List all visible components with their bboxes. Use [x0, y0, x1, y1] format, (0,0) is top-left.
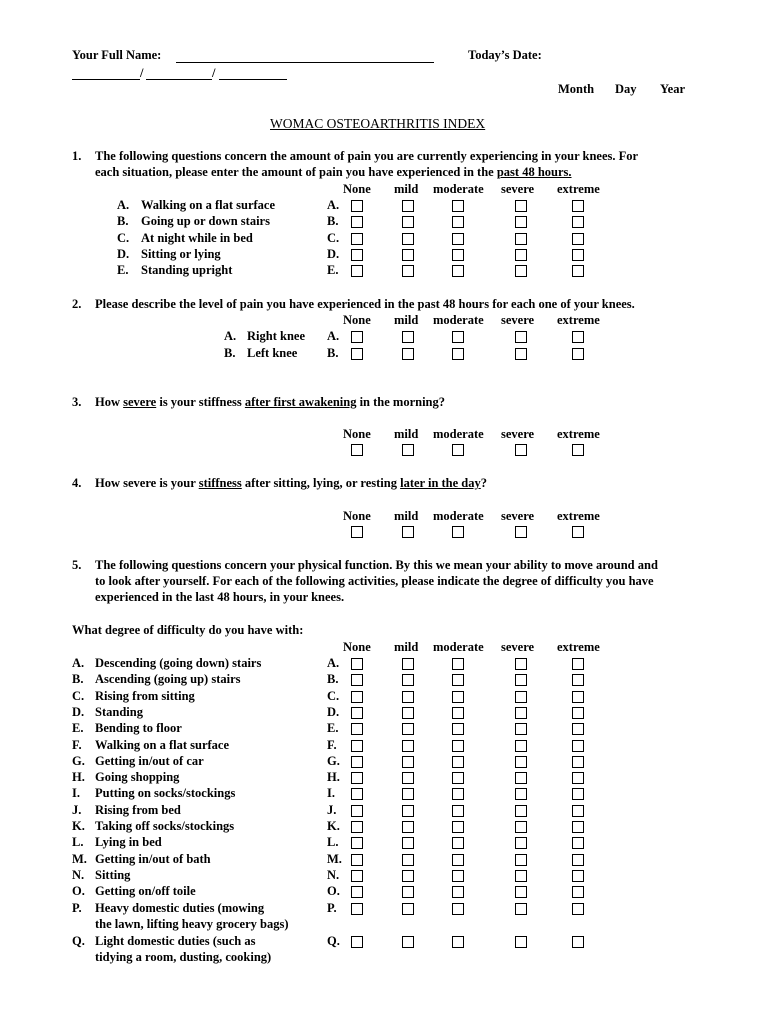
- item-lying-in-bed-checkbox-moderate[interactable]: [452, 837, 464, 849]
- item-label-getting-in-out-of-car: Getting in/out of car: [95, 753, 204, 768]
- item-sitting-or-lying-checkbox-moderate[interactable]: [452, 249, 464, 261]
- date-label: Today’s Date:: [468, 48, 542, 62]
- item-descending-going-down-stairs-checkbox-severe[interactable]: [515, 658, 527, 670]
- scale-label-extreme: extreme: [557, 182, 600, 196]
- date-slash: /: [212, 66, 216, 80]
- item-standing-checkbox-none[interactable]: [351, 707, 363, 719]
- scale-label-extreme: extreme: [557, 640, 600, 654]
- item-at-night-while-in-bed-checkbox-severe[interactable]: [515, 233, 527, 245]
- scale-label-severe: severe: [501, 640, 535, 654]
- item-code: F.: [327, 737, 337, 752]
- item-walking-on-a-flat-surface-checkbox-extreme[interactable]: [572, 740, 584, 752]
- item-sitting-checkbox-severe[interactable]: [515, 870, 527, 882]
- item-letter: L.: [72, 835, 84, 850]
- scale-label-moderate: moderate: [433, 640, 484, 654]
- item-getting-in-out-of-bath-checkbox-extreme[interactable]: [572, 854, 584, 866]
- item-letter: B.: [224, 345, 236, 360]
- question-text: The following questions concern the amount of pain you are currently experiencing in your knees. For: [95, 149, 639, 163]
- item-going-shopping-checkbox-extreme[interactable]: [572, 772, 584, 784]
- item-code: K.: [327, 819, 340, 833]
- q4-checkbox-none[interactable]: [351, 526, 363, 538]
- item-getting-in-out-of-car-checkbox-extreme[interactable]: [572, 756, 584, 768]
- item-getting-on-off-toile-checkbox-mild[interactable]: [402, 886, 414, 898]
- item-rising-from-bed-checkbox-severe[interactable]: [515, 805, 527, 817]
- item-right-knee-checkbox-moderate[interactable]: [452, 331, 464, 343]
- item-label-right-knee: Right knee: [247, 329, 305, 343]
- item-light-domestic-duties-such-as-checkbox-mild[interactable]: [402, 936, 414, 948]
- year-caption: Year: [660, 82, 685, 96]
- scale-label-mild: mild: [394, 509, 419, 523]
- item-walking-on-a-flat-surface-checkbox-mild[interactable]: [402, 200, 414, 212]
- item-left-knee-checkbox-moderate[interactable]: [452, 348, 464, 360]
- item-sitting-checkbox-extreme[interactable]: [572, 870, 584, 882]
- item-right-knee-checkbox-none[interactable]: [351, 331, 363, 343]
- item-rising-from-bed-checkbox-moderate[interactable]: [452, 805, 464, 817]
- item-putting-on-socks-stockings-checkbox-none[interactable]: [351, 788, 363, 800]
- item-letter: P.: [72, 900, 82, 915]
- question-text-part: each situation, please enter the amount of pain you have experienced in the: [95, 165, 497, 179]
- item-ascending-going-up-stairs-checkbox-moderate[interactable]: [452, 674, 464, 686]
- item-rising-from-sitting-checkbox-severe[interactable]: [515, 691, 527, 703]
- item-standing-upright-checkbox-mild[interactable]: [402, 265, 414, 277]
- item-at-night-while-in-bed-checkbox-extreme[interactable]: [572, 233, 584, 245]
- item-letter: E.: [72, 721, 84, 736]
- item-putting-on-socks-stockings-checkbox-mild[interactable]: [402, 788, 414, 800]
- item-taking-off-socks-stockings-checkbox-extreme[interactable]: [572, 821, 584, 833]
- scale-label-none: None: [343, 509, 371, 523]
- scale-label-extreme: extreme: [557, 509, 600, 523]
- item-lying-in-bed-checkbox-mild[interactable]: [402, 837, 414, 849]
- item-letter: K.: [72, 819, 85, 833]
- item-label-sitting: Sitting: [95, 867, 131, 882]
- question-text-part: How severe is your: [95, 476, 199, 490]
- item-going-shopping-checkbox-none[interactable]: [351, 772, 363, 784]
- item-going-up-or-down-stairs-checkbox-moderate[interactable]: [452, 216, 464, 228]
- item-getting-in-out-of-car-checkbox-severe[interactable]: [515, 756, 527, 768]
- item-left-knee-checkbox-none[interactable]: [351, 348, 363, 360]
- item-light-domestic-duties-such-as-checkbox-severe[interactable]: [515, 936, 527, 948]
- item-taking-off-socks-stockings-checkbox-moderate[interactable]: [452, 821, 464, 833]
- item-getting-in-out-of-bath-checkbox-none[interactable]: [351, 854, 363, 866]
- question-text: [95, 395, 445, 410]
- item-getting-on-off-toile-checkbox-none[interactable]: [351, 886, 363, 898]
- item-getting-on-off-toile-checkbox-extreme[interactable]: [572, 886, 584, 898]
- item-bending-to-floor-checkbox-severe[interactable]: [515, 723, 527, 735]
- item-label-continued: tidying a room, dusting, cooking): [95, 950, 272, 964]
- item-descending-going-down-stairs-checkbox-extreme[interactable]: [572, 658, 584, 670]
- item-label-standing: Standing: [95, 704, 143, 719]
- item-walking-on-a-flat-surface-checkbox-none[interactable]: [351, 200, 363, 212]
- item-standing-checkbox-mild[interactable]: [402, 707, 414, 719]
- item-label-ascending-going-up-stairs: Ascending (going up) stairs: [95, 672, 241, 687]
- item-label-at-night-while-in-bed: At night while in bed: [141, 230, 253, 245]
- question-number: 3.: [72, 395, 82, 409]
- q3-checkbox-moderate[interactable]: [452, 444, 464, 456]
- item-bending-to-floor-checkbox-none[interactable]: [351, 723, 363, 735]
- scale-label-moderate: moderate: [433, 427, 484, 441]
- item-label-walking-on-a-flat-surface: Walking on a flat surface: [141, 198, 276, 212]
- item-putting-on-socks-stockings-checkbox-moderate[interactable]: [452, 788, 464, 800]
- item-standing-checkbox-extreme[interactable]: [572, 707, 584, 719]
- name-label: Your Full Name:: [72, 48, 162, 62]
- item-going-shopping-checkbox-moderate[interactable]: [452, 772, 464, 784]
- item-walking-on-a-flat-surface-checkbox-severe[interactable]: [515, 740, 527, 752]
- item-standing-upright-checkbox-extreme[interactable]: [572, 265, 584, 277]
- question-text-part: after sitting, lying, or resting: [241, 476, 401, 490]
- item-getting-in-out-of-bath-checkbox-severe[interactable]: [515, 854, 527, 866]
- item-ascending-going-up-stairs-checkbox-mild[interactable]: [402, 674, 414, 686]
- item-rising-from-bed-checkbox-extreme[interactable]: [572, 805, 584, 817]
- item-code: C.: [327, 230, 340, 245]
- question-text-part: ?: [480, 476, 488, 490]
- item-label-putting-on-socks-stockings: Putting on socks/stockings: [95, 786, 236, 801]
- item-code: B.: [327, 214, 339, 229]
- item-sitting-or-lying-checkbox-none[interactable]: [351, 249, 363, 261]
- item-at-night-while-in-bed-checkbox-moderate[interactable]: [452, 233, 464, 245]
- item-letter: O.: [72, 884, 85, 899]
- q3-checkbox-severe[interactable]: [515, 444, 527, 456]
- item-label-descending-going-down-stairs: Descending (going down) stairs: [95, 656, 262, 670]
- item-ascending-going-up-stairs-checkbox-none[interactable]: [351, 674, 363, 686]
- item-left-knee-checkbox-mild[interactable]: [402, 348, 414, 360]
- item-at-night-while-in-bed-checkbox-none[interactable]: [351, 233, 363, 245]
- item-standing-upright-checkbox-severe[interactable]: [515, 265, 527, 277]
- question-number: 1.: [72, 149, 82, 163]
- item-label-rising-from-bed: Rising from bed: [95, 802, 181, 817]
- item-code: D.: [327, 704, 340, 719]
- item-letter: C.: [117, 230, 130, 245]
- scale-label-mild: mild: [394, 313, 419, 327]
- question-number: 5.: [72, 558, 82, 572]
- question-text: [95, 165, 572, 180]
- item-letter: I.: [72, 786, 80, 801]
- item-lying-in-bed-checkbox-severe[interactable]: [515, 837, 527, 849]
- q3-checkbox-none[interactable]: [351, 444, 363, 456]
- question-text-emphasis: later in the day: [400, 476, 481, 490]
- item-letter: M.: [72, 851, 87, 866]
- item-code: N.: [327, 867, 340, 882]
- item-rising-from-sitting-checkbox-moderate[interactable]: [452, 691, 464, 703]
- item-putting-on-socks-stockings-checkbox-extreme[interactable]: [572, 788, 584, 800]
- item-letter: A.: [224, 329, 237, 343]
- item-going-shopping-checkbox-mild[interactable]: [402, 772, 414, 784]
- q4-checkbox-severe[interactable]: [515, 526, 527, 538]
- item-code: M.: [327, 851, 342, 866]
- question-text: [95, 476, 487, 491]
- scale-label-none: None: [343, 640, 371, 654]
- item-letter: D.: [72, 704, 85, 719]
- question-text: experienced in the last 48 hours, in your knees.: [95, 590, 345, 604]
- item-label-getting-on-off-toile: Getting on/off toile: [95, 884, 196, 899]
- item-sitting-checkbox-mild[interactable]: [402, 870, 414, 882]
- item-code: H.: [327, 770, 340, 785]
- item-label-continued: the lawn, lifting heavy grocery bags): [95, 916, 289, 931]
- item-getting-in-out-of-car-checkbox-none[interactable]: [351, 756, 363, 768]
- item-label-heavy-domestic-duties-mowing: Heavy domestic duties (mowing: [95, 900, 265, 915]
- item-code: I.: [327, 786, 335, 801]
- item-letter: G.: [72, 753, 85, 768]
- scale-label-none: None: [343, 313, 371, 327]
- question-text-part: is your stiffness: [156, 395, 245, 409]
- item-taking-off-socks-stockings-checkbox-none[interactable]: [351, 821, 363, 833]
- name-field[interactable]: [176, 62, 434, 63]
- item-letter: F.: [72, 737, 82, 752]
- item-code: Q.: [327, 934, 340, 948]
- question-prompt: What degree of difficulty do you have with:: [72, 623, 304, 637]
- item-going-up-or-down-stairs-checkbox-mild[interactable]: [402, 216, 414, 228]
- scale-label-severe: severe: [501, 182, 535, 196]
- scale-label-moderate: moderate: [433, 313, 484, 327]
- scale-label-none: None: [343, 182, 371, 196]
- item-sitting-or-lying-checkbox-extreme[interactable]: [572, 249, 584, 261]
- item-rising-from-sitting-checkbox-none[interactable]: [351, 691, 363, 703]
- item-getting-in-out-of-car-checkbox-moderate[interactable]: [452, 756, 464, 768]
- question-text-emphasis: severe: [123, 395, 157, 409]
- item-code: A.: [327, 656, 340, 670]
- item-walking-on-a-flat-surface-checkbox-moderate[interactable]: [452, 200, 464, 212]
- item-at-night-while-in-bed-checkbox-mild[interactable]: [402, 233, 414, 245]
- scale-label-mild: mild: [394, 182, 419, 196]
- item-label-going-shopping: Going shopping: [95, 770, 180, 785]
- item-rising-from-sitting-checkbox-extreme[interactable]: [572, 691, 584, 703]
- item-letter: E.: [117, 263, 129, 278]
- item-taking-off-socks-stockings-checkbox-severe[interactable]: [515, 821, 527, 833]
- item-standing-checkbox-moderate[interactable]: [452, 707, 464, 719]
- item-label-getting-in-out-of-bath: Getting in/out of bath: [95, 851, 211, 866]
- item-letter: B.: [72, 672, 84, 687]
- question-text: Please describe the level of pain you have experienced in the past 48 hours for each one of your knees.: [95, 297, 635, 311]
- day-caption: Day: [615, 82, 637, 96]
- question-text-emphasis: after first awakening: [244, 395, 357, 409]
- item-label-left-knee: Left knee: [247, 345, 298, 360]
- scale-label-moderate: moderate: [433, 182, 484, 196]
- item-label-lying-in-bed: Lying in bed: [95, 835, 162, 850]
- scale-label-extreme: extreme: [557, 313, 600, 327]
- item-code: G.: [327, 753, 340, 768]
- item-heavy-domestic-duties-mowing-checkbox-severe[interactable]: [515, 903, 527, 915]
- year-field[interactable]: [219, 79, 287, 80]
- item-code: C.: [327, 688, 340, 703]
- question-number: 4.: [72, 476, 82, 490]
- item-label-sitting-or-lying: Sitting or lying: [141, 246, 221, 261]
- page-title: WOMAC OSTEOARTHRITIS INDEX: [270, 116, 486, 131]
- item-standing-checkbox-severe[interactable]: [515, 707, 527, 719]
- item-light-domestic-duties-such-as-checkbox-moderate[interactable]: [452, 936, 464, 948]
- question-text: to look after yourself. For each of the following activities, please indicate the degree of difficulty you have: [95, 574, 654, 588]
- item-right-knee-checkbox-extreme[interactable]: [572, 331, 584, 343]
- item-getting-on-off-toile-checkbox-moderate[interactable]: [452, 886, 464, 898]
- item-going-shopping-checkbox-severe[interactable]: [515, 772, 527, 784]
- item-letter: D.: [117, 246, 130, 261]
- item-letter: C.: [72, 688, 85, 703]
- item-walking-on-a-flat-surface-checkbox-extreme[interactable]: [572, 200, 584, 212]
- item-letter: B.: [117, 214, 129, 229]
- item-lying-in-bed-checkbox-none[interactable]: [351, 837, 363, 849]
- item-letter: J.: [72, 802, 82, 817]
- item-going-up-or-down-stairs-checkbox-extreme[interactable]: [572, 216, 584, 228]
- item-walking-on-a-flat-surface-checkbox-none[interactable]: [351, 740, 363, 752]
- q3-checkbox-extreme[interactable]: [572, 444, 584, 456]
- question-text-part: in the morning?: [356, 395, 446, 409]
- item-label-rising-from-sitting: Rising from sitting: [95, 688, 195, 703]
- item-lying-in-bed-checkbox-extreme[interactable]: [572, 837, 584, 849]
- item-code: B.: [327, 345, 339, 360]
- item-getting-in-out-of-car-checkbox-mild[interactable]: [402, 756, 414, 768]
- item-bending-to-floor-checkbox-extreme[interactable]: [572, 723, 584, 735]
- item-standing-upright-checkbox-moderate[interactable]: [452, 265, 464, 277]
- scale-label-severe: severe: [501, 509, 535, 523]
- item-letter: A.: [117, 198, 130, 212]
- item-heavy-domestic-duties-mowing-checkbox-mild[interactable]: [402, 903, 414, 915]
- item-code: E.: [327, 263, 339, 278]
- item-bending-to-floor-checkbox-mild[interactable]: [402, 723, 414, 735]
- item-heavy-domestic-duties-mowing-checkbox-none[interactable]: [351, 903, 363, 915]
- scale-label-mild: mild: [394, 427, 419, 441]
- item-going-up-or-down-stairs-checkbox-severe[interactable]: [515, 216, 527, 228]
- item-right-knee-checkbox-severe[interactable]: [515, 331, 527, 343]
- item-taking-off-socks-stockings-checkbox-mild[interactable]: [402, 821, 414, 833]
- item-walking-on-a-flat-surface-checkbox-moderate[interactable]: [452, 740, 464, 752]
- item-right-knee-checkbox-mild[interactable]: [402, 331, 414, 343]
- month-field[interactable]: [72, 79, 140, 80]
- q4-checkbox-moderate[interactable]: [452, 526, 464, 538]
- question-text-emphasis: past 48 hours.: [496, 165, 572, 179]
- question-text-part: How: [95, 395, 124, 409]
- scale-label-extreme: extreme: [557, 427, 600, 441]
- item-sitting-checkbox-moderate[interactable]: [452, 870, 464, 882]
- q3-checkbox-mild[interactable]: [402, 444, 414, 456]
- item-sitting-or-lying-checkbox-mild[interactable]: [402, 249, 414, 261]
- item-bending-to-floor-checkbox-moderate[interactable]: [452, 723, 464, 735]
- item-code: O.: [327, 884, 340, 899]
- scale-label-moderate: moderate: [433, 509, 484, 523]
- item-code: D.: [327, 246, 340, 261]
- question-text: The following questions concern your physical function. By this we mean your ability to move around and: [95, 558, 658, 572]
- item-ascending-going-up-stairs-checkbox-extreme[interactable]: [572, 674, 584, 686]
- item-standing-upright-checkbox-none[interactable]: [351, 265, 363, 277]
- item-label-light-domestic-duties-such-as: Light domestic duties (such as: [95, 934, 256, 948]
- item-descending-going-down-stairs-checkbox-moderate[interactable]: [452, 658, 464, 670]
- question-number: 2.: [72, 297, 82, 311]
- item-getting-in-out-of-bath-checkbox-moderate[interactable]: [452, 854, 464, 866]
- item-descending-going-down-stairs-checkbox-mild[interactable]: [402, 658, 414, 670]
- item-sitting-or-lying-checkbox-severe[interactable]: [515, 249, 527, 261]
- item-rising-from-bed-checkbox-mild[interactable]: [402, 805, 414, 817]
- item-walking-on-a-flat-surface-checkbox-mild[interactable]: [402, 740, 414, 752]
- item-label-walking-on-a-flat-surface: Walking on a flat surface: [95, 737, 230, 752]
- item-code: P.: [327, 900, 337, 915]
- scale-label-severe: severe: [501, 313, 535, 327]
- item-putting-on-socks-stockings-checkbox-severe[interactable]: [515, 788, 527, 800]
- scale-label-severe: severe: [501, 427, 535, 441]
- item-letter: A.: [72, 656, 85, 670]
- date-slash: /: [140, 66, 144, 80]
- item-letter: Q.: [72, 934, 85, 948]
- item-getting-on-off-toile-checkbox-severe[interactable]: [515, 886, 527, 898]
- item-label-standing-upright: Standing upright: [141, 263, 233, 278]
- item-going-up-or-down-stairs-checkbox-none[interactable]: [351, 216, 363, 228]
- item-code: L.: [327, 835, 339, 850]
- item-label-going-up-or-down-stairs: Going up or down stairs: [141, 214, 270, 229]
- item-code: J.: [327, 802, 337, 817]
- item-code: B.: [327, 672, 339, 687]
- item-label-bending-to-floor: Bending to floor: [95, 721, 182, 736]
- item-getting-in-out-of-bath-checkbox-mild[interactable]: [402, 854, 414, 866]
- item-heavy-domestic-duties-mowing-checkbox-extreme[interactable]: [572, 903, 584, 915]
- item-light-domestic-duties-such-as-checkbox-extreme[interactable]: [572, 936, 584, 948]
- item-rising-from-bed-checkbox-none[interactable]: [351, 805, 363, 817]
- item-left-knee-checkbox-severe[interactable]: [515, 348, 527, 360]
- item-label-taking-off-socks-stockings: Taking off socks/stockings: [95, 819, 235, 833]
- question-text-emphasis: stiffness: [198, 476, 242, 490]
- item-letter: N.: [72, 867, 85, 882]
- item-code: E.: [327, 721, 339, 736]
- item-heavy-domestic-duties-mowing-checkbox-moderate[interactable]: [452, 903, 464, 915]
- item-left-knee-checkbox-extreme[interactable]: [572, 348, 584, 360]
- item-walking-on-a-flat-surface-checkbox-severe[interactable]: [515, 200, 527, 212]
- item-code: A.: [327, 198, 340, 212]
- day-field[interactable]: [146, 79, 212, 80]
- scale-label-none: None: [343, 427, 371, 441]
- item-code: A.: [327, 329, 340, 343]
- month-caption: Month: [558, 82, 595, 96]
- item-sitting-checkbox-none[interactable]: [351, 870, 363, 882]
- q4-checkbox-extreme[interactable]: [572, 526, 584, 538]
- item-letter: H.: [72, 770, 85, 785]
- item-ascending-going-up-stairs-checkbox-severe[interactable]: [515, 674, 527, 686]
- scale-label-mild: mild: [394, 640, 419, 654]
- q4-checkbox-mild[interactable]: [402, 526, 414, 538]
- item-light-domestic-duties-such-as-checkbox-none[interactable]: [351, 936, 363, 948]
- item-rising-from-sitting-checkbox-mild[interactable]: [402, 691, 414, 703]
- item-descending-going-down-stairs-checkbox-none[interactable]: [351, 658, 363, 670]
